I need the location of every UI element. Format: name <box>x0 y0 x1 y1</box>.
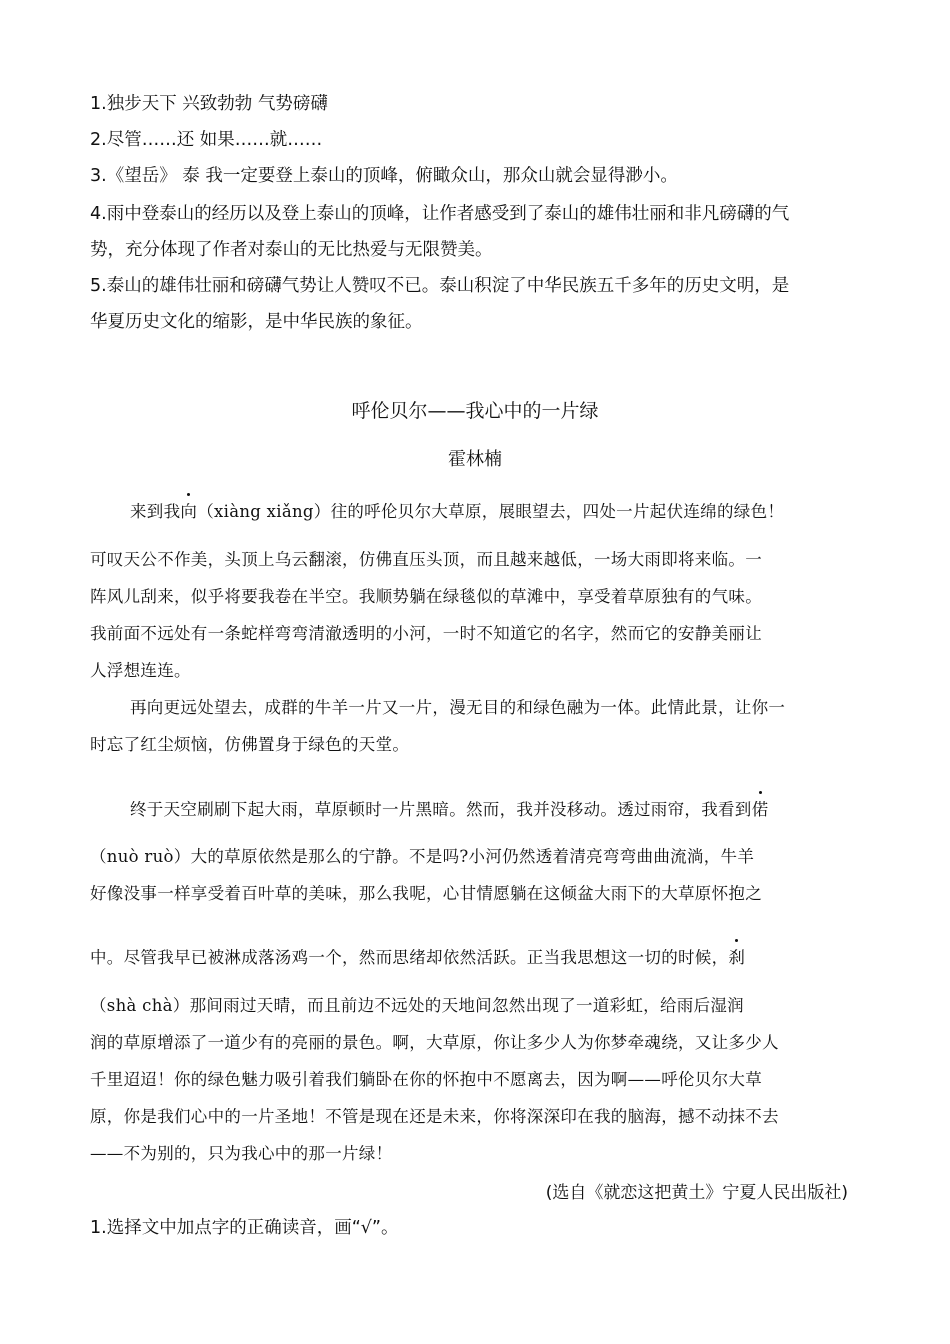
source-citation: (选自《就恋这把黄土》宁夏人民出版社) <box>545 1183 848 1203</box>
answer-line-2: 2.尽管……还 如果……就…… <box>90 130 323 150</box>
answer-line-3: 3.《望岳》 泰 我一定要登上泰山的顶峰，俯瞰众山，那众山就会显得渺小。 <box>90 166 678 186</box>
paragraph-line: （shà chà）那间雨过天晴，而且前边不远处的天地间忽然出现了一道彩虹，给雨后湿润 <box>90 996 744 1015</box>
dotted-character: 向 <box>180 502 198 521</box>
paragraph-line: 好像没事一样享受着百叶草的美味，那么我呢，心甘情愿躺在这倾盆大雨下的大草原怀抱之 <box>90 884 762 903</box>
paragraph-line: 阵风儿刮来，似乎将要我卷在半空。我顺势躺在绿毯似的草滩中，享受着草原独有的气味。 <box>90 587 762 606</box>
paragraph-line: 我前面不远处有一条蛇样弯弯清澈透明的小河，一时不知道它的名字，然而它的安静美丽让 <box>90 624 762 643</box>
text-segment: 来到我 <box>130 502 181 521</box>
paragraph-line: 人浮想连连。 <box>90 661 191 680</box>
paragraph-line: 时忘了红尘烦恼，仿佛置身于绿色的天堂。 <box>90 735 410 754</box>
paragraph-line: 千里迢迢！你的绿色魅力吸引着我们躺卧在你的怀抱中不愿离去，因为啊——呼伦贝尔大草 <box>90 1070 762 1089</box>
text-segment: （xiàng xiǎng）往的呼伦贝尔大草原，展眼望去，四处一片起伏连绵的绿色！ <box>197 502 785 521</box>
paragraph-line: 润的草原增添了一道少有的亮丽的景色。啊，大草原，你让多少人为你梦牵魂绕，又让多少人 <box>90 1033 779 1052</box>
text-segment: 终于天空刷刷下起大雨，草原顿时一片黑暗。然而，我并没移动。透过雨帘，我看到 <box>130 800 752 819</box>
answer-line-5: 势，充分体现了作者对泰山的无比热爱与无限赞美。 <box>90 240 493 260</box>
paragraph-line: 可叹天公不作美，头顶上乌云翻滚，仿佛直压头顶，而且越来越低，一场大雨即将来临。一 <box>90 550 762 569</box>
answer-line-4: 4.雨中登泰山的经历以及登上泰山的顶峰，让作者感受到了泰山的雄伟壮丽和非凡磅礴的气 <box>90 204 790 224</box>
paragraph-line: 原，你是我们心中的一片圣地！不管是现在还是未来，你将深深印在我的脑海，撼不动抹不去 <box>90 1107 779 1126</box>
text-segment: 中。尽管我早已被淋成落汤鸡一个，然而思绪却依然活跃。正当我思想这一切的时候， <box>90 948 729 967</box>
paragraph-line: ——不为别的，只为我心中的那一片绿！ <box>90 1144 393 1163</box>
article-author: 霍林楠 <box>448 449 502 470</box>
dotted-character: 偌 <box>751 800 769 819</box>
paragraph-line: 再向更远处望去，成群的牛羊一片又一片，漫无目的和绿色融为一体。此情此景，让你一 <box>130 698 786 717</box>
paragraph-line: （nuò ruò）大的草原依然是那么的宁静。不是吗?小河仍然透着清亮弯弯曲曲流淌，牛羊 <box>90 847 755 866</box>
answer-line-1: 1.独步天下 兴致勃勃 气势磅礴 <box>90 94 328 114</box>
paragraph-line <box>130 796 910 820</box>
dotted-character: 刹 <box>728 948 746 967</box>
article-title: 呼伦贝尔——我心中的一片绿 <box>351 400 599 422</box>
paragraph-line <box>90 944 870 968</box>
question-1: 1.选择文中加点字的正确读音，画“√”。 <box>90 1218 399 1238</box>
answer-line-6: 5.泰山的雄伟壮丽和磅礴气势让人赞叹不已。泰山积淀了中华民族五千多年的历史文明，是 <box>90 276 790 296</box>
answer-line-7: 华夏历史文化的缩影，是中华民族的象征。 <box>90 312 423 332</box>
paragraph-line <box>130 498 910 522</box>
